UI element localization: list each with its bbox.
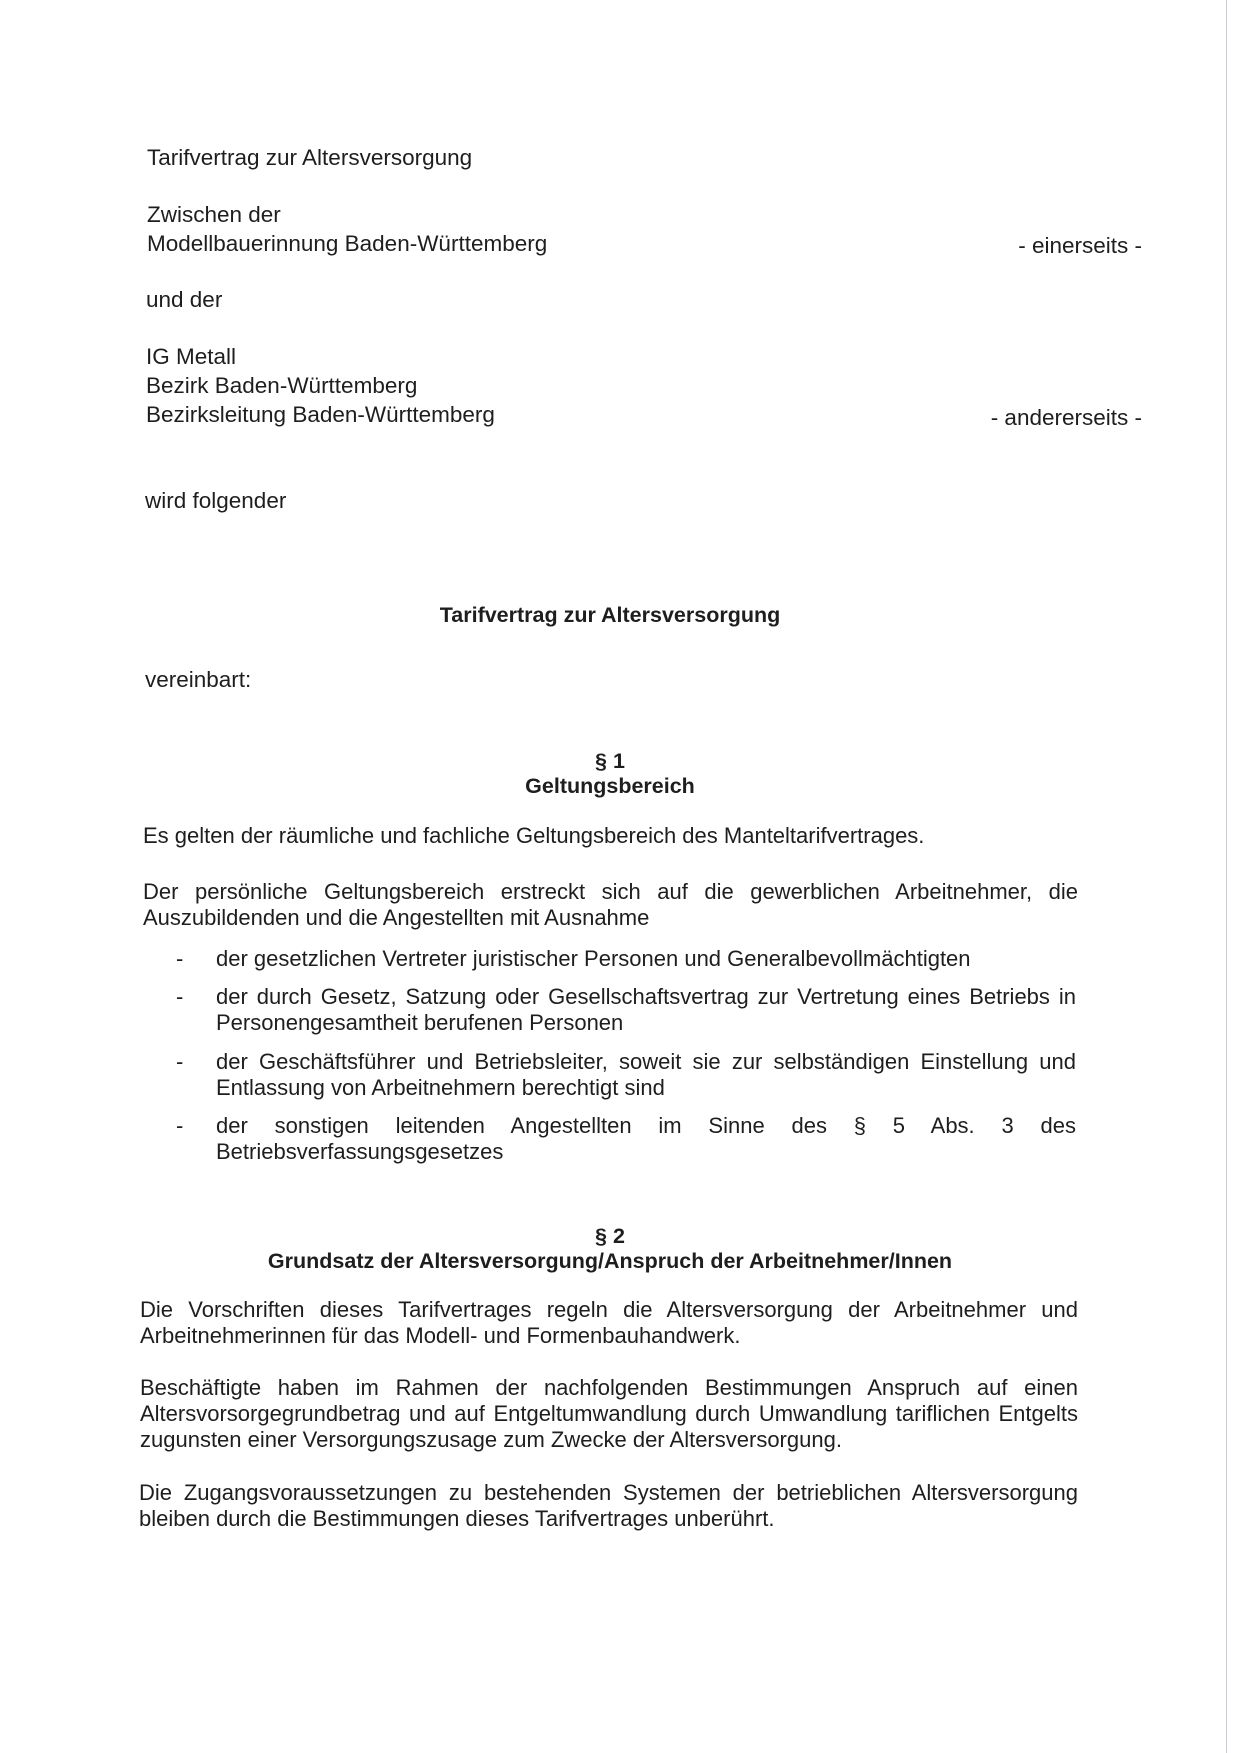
party2-line3: Bezirksleitung Baden-Württemberg [146,402,495,427]
and-label: und der [146,287,223,312]
document-title: Tarifvertrag zur Altersversorgung [147,145,473,170]
party2-role: - andererseits - [990,405,1142,430]
section1-title: Geltungsbereich [525,774,695,798]
section2-title: Grundsatz der Altersversorgung/Anspruch der Arbeitnehmer/Innen [267,1249,953,1273]
party2-line2: Bezirk Baden-Württemberg [146,373,418,398]
list-item: der Geschäftsführer und Betriebsleiter, soweit sie zur selbständigen Einstellung und Entlassung von Arbeitnehmern berechtigt sind [216,1049,1076,1100]
list-item: der gesetzlichen Vertreter juristischer Personen und Generalbevollmächtigten [216,946,971,971]
list-item: der durch Gesetz, Satzung oder Gesellschaftsvertrag zur Vertretung eines Betriebs in Personengesamtheit berufenen Personen [216,984,1076,1035]
page-edge [1226,0,1227,1753]
section2-paragraph-3: Die Zugangsvoraussetzungen zu bestehenden Systemen der betrieblichen Altersversorgung bleiben durch die Bestimmungen dieses Tarifvertrages unberührt. [139,1480,1078,1531]
between-label: Zwischen der [147,202,281,227]
section2-number: § 2 [595,1224,625,1248]
list-bullet: - [176,1113,184,1138]
list-bullet: - [176,1049,184,1074]
section1-number: § 1 [595,749,625,773]
party1-role: - einerseits - [1018,233,1142,258]
list-item: der sonstigen leitenden Angestellten im Sinne des § 5 Abs. 3 des Betriebsverfassungsgesetzes [216,1113,1076,1164]
section1-paragraph-2: Der persönliche Geltungsbereich erstreckt sich auf die gewerblichen Arbeitnehmer, die Auszubildenden und die Angestellten mit Ausnahme [143,879,1078,930]
section2-paragraph-2: Beschäftigte haben im Rahmen der nachfolgenden Bestimmungen Anspruch auf einen Altersvorsorgegrundbetrag und auf Entgeltumwandlung durch Umwandlung tariflichen Entgelts zugunsten einer Versorgungszusage zum Zwecke der Altersversorgung. [140,1375,1078,1452]
list-bullet: - [176,946,184,971]
intro-text: wird folgender [145,488,287,513]
section1-paragraph-1: Es gelten der räumliche und fachliche Geltungsbereich des Manteltarifvertrages. [143,823,925,848]
list-bullet: - [176,984,184,1009]
section2-paragraph-1: Die Vorschriften dieses Tarifvertrages regeln die Altersversorgung der Arbeitnehmer und Arbeitnehmerinnen für das Modell- und Formenbauhandwerk. [140,1297,1078,1348]
party1-name: Modellbauerinnung Baden-Württemberg [147,231,548,256]
agreed-label: vereinbart: [145,667,252,692]
party2-line1: IG Metall [146,344,237,369]
agreement-title: Tarifvertrag zur Altersversorgung [439,603,781,627]
